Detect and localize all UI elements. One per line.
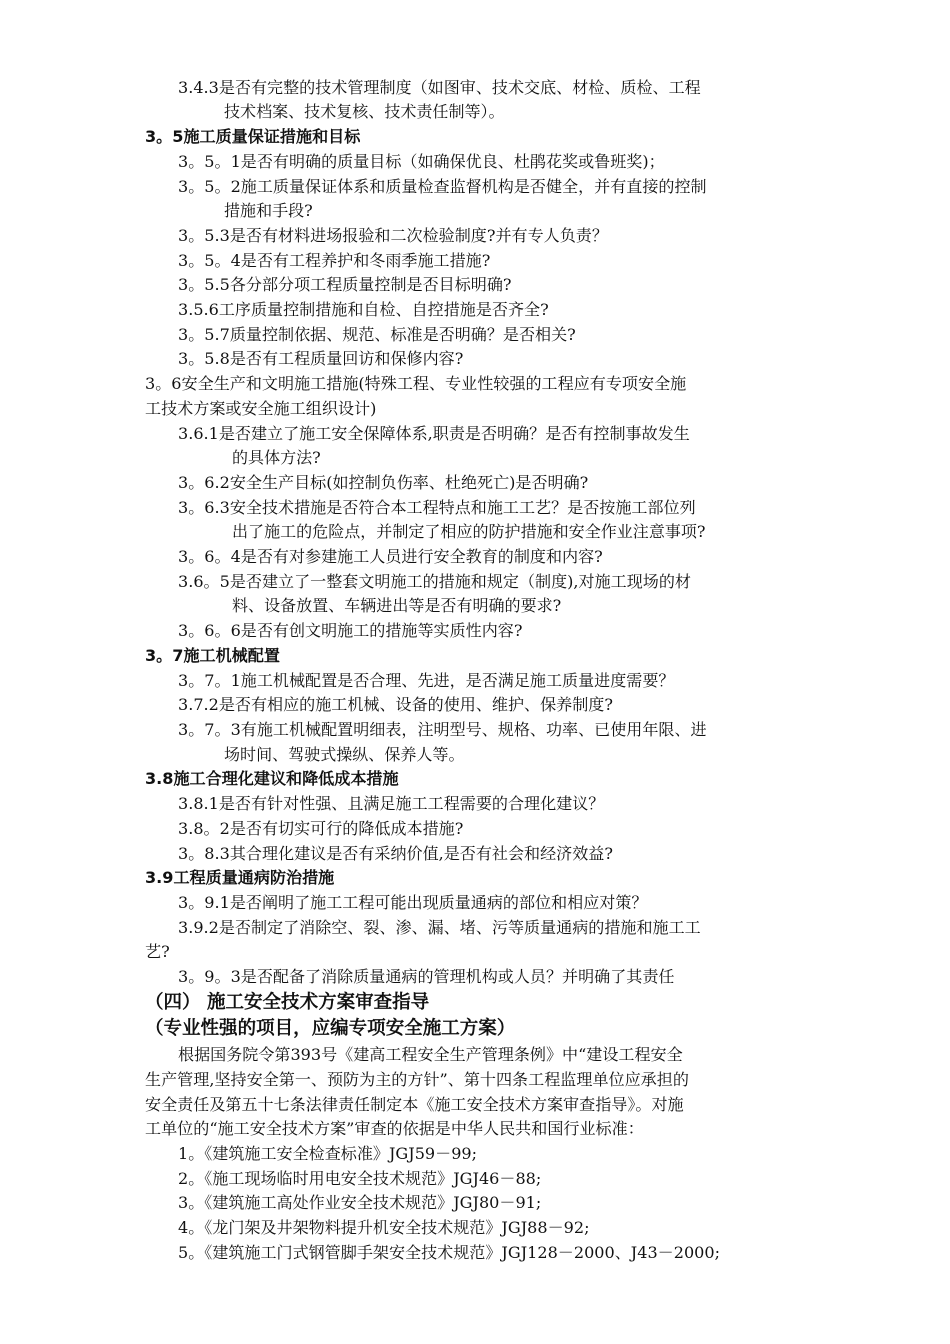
text-line: 料、设备放置、车辆进出等是否有明确的要求? [232,596,562,615]
chapter-heading: （四） 施工安全技术方案审查指导 [145,992,430,1013]
text-line: 3。6.3安全技术措施是否符合本工程特点和施工工艺？是否按施工部位列 [178,498,696,517]
text-line: 3.9.2是否制定了消除空、裂、渗、漏、堵、污等质量通病的措施和施工工 [178,918,701,937]
list-item: 5。《建筑施工门式钢管脚手架安全技术规范》JGJ128－2000、J43－2000; [178,1243,721,1262]
list-item: 3。《建筑施工高处作业安全技术规范》JGJ80－91; [178,1193,542,1212]
text-line: 3。5。1是否有明确的质量目标（如确保优良、杜鹃花奖或鲁班奖)； [178,152,665,171]
text-line: 3。6。4是否有对参建施工人员进行安全教育的制度和内容? [178,547,603,566]
text-line: 3.5.6工序质量控制措施和自检、自控措施是否齐全? [178,300,549,319]
text-line: 3.6.1是否建立了施工安全保障体系,职责是否明确？是否有控制事故发生 [178,424,690,443]
text-line: 3.4.3是否有完整的技术管理制度（如图审、技术交底、材检、质检、工程 [178,78,701,97]
chapter-subheading: （专业性强的项目，应编专项安全施工方案） [145,1018,516,1039]
section-heading: 3。5施工质量保证措施和目标 [145,127,361,146]
text-line: 3。6安全生产和文明施工措施(特殊工程、专业性较强的工程应有专项安全施 [145,374,687,393]
text-line: 3。8.3其合理化建议是否有采纳价值,是否有社会和经济效益? [178,844,613,863]
text-line: 3。5.8是否有工程质量回访和保修内容? [178,349,464,368]
text-line: 生产管理,坚持安全第一、预防为主的方针”、第十四条工程监理单位应承担的 [145,1070,689,1089]
text-line: 3。7。1施工机械配置是否合理、先进，是否满足施工质量进度需要？ [178,671,675,690]
text-line: 3。5.5各分部分项工程质量控制是否目标明确? [178,275,512,294]
text-line: 3。9.1是否阐明了施工工程可能出现质量通病的部位和相应对策？ [178,893,648,912]
text-line: 3。5。2施工质量保证体系和质量检查监督机构是否健全，并有直接的控制 [178,177,707,196]
text-line: 3。9。3是否配备了消除质量通病的管理机构或人员？并明确了其责任 [178,967,675,986]
text-line: 根据国务院令第393号《建高工程安全生产管理条例》中“建设工程安全 [178,1045,683,1064]
text-line: 措施和手段? [224,201,313,220]
text-line: 3.8。2是否有切实可行的降低成本措施? [178,819,464,838]
text-line: 3.8.1是否有针对性强、且满足施工工程需要的合理化建议？ [178,794,605,813]
text-line: 3。5。4是否有工程养护和冬雨季施工措施? [178,251,491,270]
text-line: 3。5.3是否有材料进场报验和二次检验制度?并有专人负责？ [178,226,608,245]
text-line: 工单位的“施工安全技术方案”审查的依据是中华人民共和国行业标准： [145,1119,644,1138]
list-item: 1。《建筑施工安全检查标准》JGJ59－99; [178,1144,478,1163]
text-line: 3。5.7质量控制依据、规范、标准是否明确？是否相关? [178,325,576,344]
text-line: 3.6。5是否建立了一整套文明施工的措施和规定（制度),对施工现场的材 [178,572,691,591]
text-line: 技术档案、技术复核、技术责任制等）。 [224,102,505,121]
list-item: 2。《施工现场临时用电安全技术规范》JGJ46－88; [178,1169,542,1188]
section-heading: 3。7施工机械配置 [145,646,280,665]
text-line: 的具体方法? [232,448,321,467]
section-heading: 3.9工程质量通病防治措施 [145,868,335,887]
text-line: 3。6。6是否有创文明施工的措施等实质性内容? [178,621,523,640]
text-line: 安全责任及第五十七条法律责任制定本《施工安全技术方案审查指导》。对施 [145,1095,684,1114]
text-line: 3。6.2安全生产目标(如控制负伤率、杜绝死亡)是否明确? [178,473,589,492]
list-item: 4。《龙门架及井架物料提升机安全技术规范》JGJ88－92; [178,1218,590,1237]
text-line: 3。7。3有施工机械配置明细表，注明型号、规格、功率、已使用年限、进 [178,720,707,739]
text-line: 3.7.2是否有相应的施工机械、设备的使用、维护、保养制度? [178,695,613,714]
section-heading: 3.8施工合理化建议和降低成本措施 [145,769,399,788]
text-line: 工技术方案或安全施工组织设计) [145,399,377,418]
text-line: 艺? [145,942,170,961]
text-line: 场时间、驾驶式操纵、保养人等。 [224,745,465,764]
text-line: 出了施工的危险点，并制定了相应的防护措施和安全作业注意事项? [232,522,706,541]
